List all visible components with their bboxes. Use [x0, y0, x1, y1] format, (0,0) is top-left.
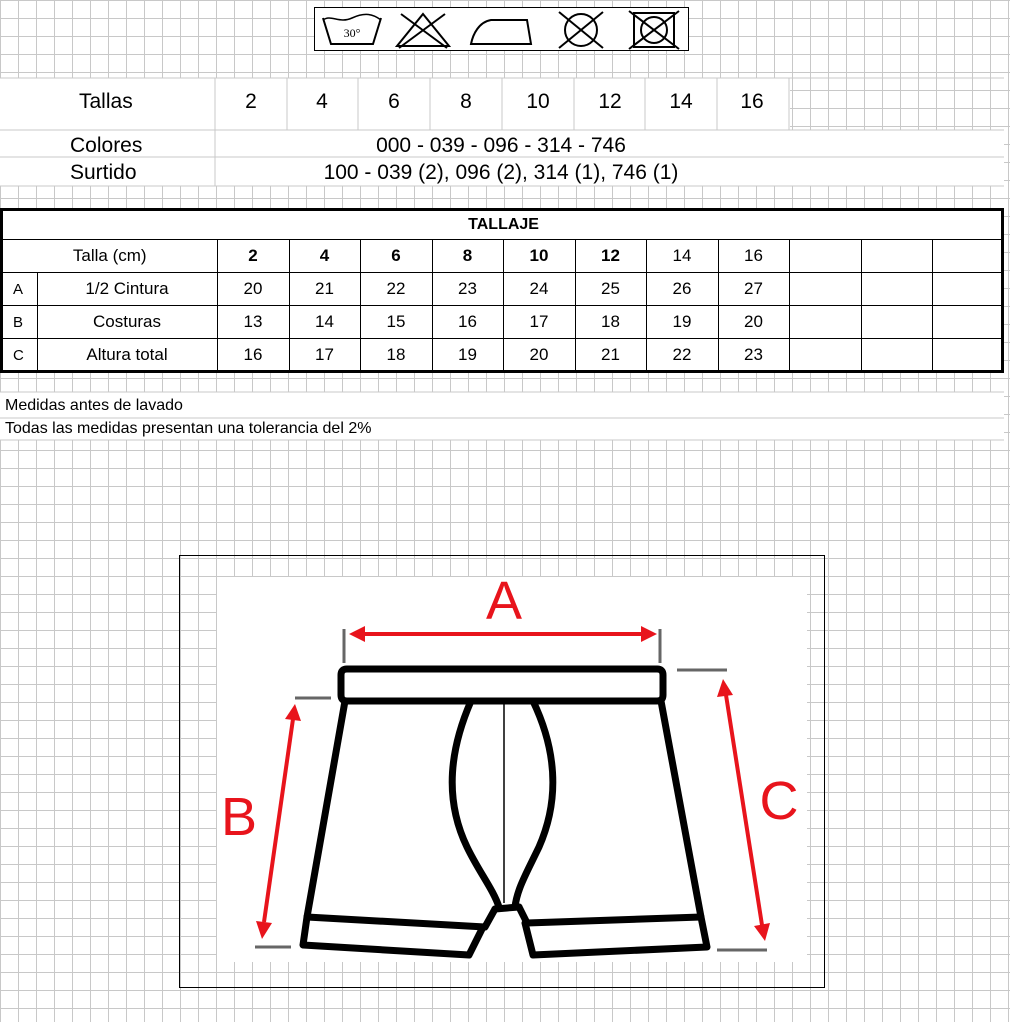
size-value: 12: [598, 90, 622, 113]
arrow-b-line: [264, 719, 293, 922]
table-cell: 23: [432, 273, 503, 306]
empty-cell: [932, 273, 1004, 306]
table-row: [3, 273, 1004, 306]
table-cell: 15: [360, 306, 432, 339]
empty-cell: [932, 339, 1004, 372]
no-tumble-dry-icon: [621, 8, 687, 52]
row-letter: C: [3, 339, 37, 372]
table-cell: 27: [718, 273, 789, 306]
table-cell: 26: [646, 273, 718, 306]
header-size: 16: [718, 240, 789, 273]
table-cell: 19: [432, 339, 503, 372]
table-cell: 17: [289, 339, 360, 372]
surtido-value: 100 - 039 (2), 096 (2), 314 (1), 746 (1): [323, 161, 679, 184]
care-symbols: [314, 7, 689, 51]
empty-cell: [861, 240, 932, 273]
table-cell: 22: [646, 339, 718, 372]
arrow-b-head-top: [285, 704, 301, 721]
table-cell: 14: [289, 306, 360, 339]
arrow-a-head-right: [641, 626, 657, 642]
arrow-c-line: [726, 695, 762, 925]
table-cell: 25: [575, 273, 646, 306]
table-cell: 20: [217, 273, 289, 306]
header-size: 14: [646, 240, 718, 273]
colores-value: 000 - 039 - 096 - 314 - 746: [376, 134, 626, 157]
table-cell: 16: [432, 306, 503, 339]
size-value: 16: [740, 90, 764, 113]
empty-cell: [789, 240, 861, 273]
wash-30-icon: [317, 8, 387, 52]
boxer-measurement-diagram: [217, 577, 807, 962]
size-value: 4: [316, 90, 328, 113]
empty-cell: [789, 339, 861, 372]
colores-label: Colores: [70, 134, 143, 157]
header-size: 12: [575, 240, 646, 273]
header-label: Talla (cm): [3, 240, 217, 273]
pouch-left: [452, 701, 499, 907]
empty-cell: [789, 306, 861, 339]
waistband: [341, 669, 663, 701]
row-letter: A: [3, 273, 37, 306]
empty-cell: [932, 306, 1004, 339]
tallas-label: Tallas: [79, 90, 133, 113]
right-side: [661, 701, 701, 917]
row-name: 1/2 Cintura: [37, 273, 217, 306]
row-name: Costuras: [37, 306, 217, 339]
tallaje-table: [0, 208, 1004, 373]
no-bleach-icon: [389, 8, 457, 52]
boxer-outline: [303, 669, 707, 955]
table-cell: 24: [503, 273, 575, 306]
table-cell: 22: [360, 273, 432, 306]
left-side: [307, 701, 345, 917]
empty-cell: [861, 273, 932, 306]
left-leg-opening: [307, 909, 495, 927]
table-cell: 21: [575, 339, 646, 372]
empty-cell: [932, 240, 1004, 273]
size-value: 8: [460, 90, 472, 113]
table-cell: 20: [718, 306, 789, 339]
table-cell: 21: [289, 273, 360, 306]
header-size: 2: [217, 240, 289, 273]
label-c: C: [759, 771, 799, 831]
label-b: B: [220, 787, 258, 847]
table-cell: 20: [503, 339, 575, 372]
table-cell: 17: [503, 306, 575, 339]
note-tolerance: Todas las medidas presentan una tolerancia del 2%: [5, 420, 372, 437]
table-cell: 18: [360, 339, 432, 372]
row-name: Altura total: [37, 339, 217, 372]
empty-cell: [861, 306, 932, 339]
arrow-a-head-left: [349, 626, 365, 642]
right-leg-opening: [519, 907, 701, 923]
pouch-right: [515, 701, 553, 907]
size-value: 6: [388, 90, 400, 113]
row-letter: B: [3, 306, 37, 339]
size-value: 2: [245, 90, 257, 113]
table-cell: 16: [217, 339, 289, 372]
iron-icon: [465, 8, 537, 52]
table-row: [3, 306, 1004, 339]
table-cell: 19: [646, 306, 718, 339]
arrow-b-head-bottom: [256, 921, 272, 939]
crotch: [495, 907, 519, 909]
table-cell: 23: [718, 339, 789, 372]
no-dry-clean-icon: [547, 8, 615, 52]
table-row: [3, 339, 1004, 372]
label-a: A: [485, 577, 523, 631]
header-size: 8: [432, 240, 503, 273]
header-size: 6: [360, 240, 432, 273]
table-cell: 13: [217, 306, 289, 339]
header-size: 10: [503, 240, 575, 273]
header-size: 4: [289, 240, 360, 273]
arrow-c-head-bottom: [754, 923, 770, 941]
svg-text:30°: 30°: [343, 26, 361, 40]
arrow-c-head-top: [717, 679, 733, 697]
size-value: 14: [669, 90, 693, 113]
table-title: TALLAJE: [3, 211, 1004, 240]
surtido-label: Surtido: [70, 161, 137, 184]
empty-cell: [789, 273, 861, 306]
empty-cell: [861, 339, 932, 372]
size-value: 10: [526, 90, 550, 113]
table-cell: 18: [575, 306, 646, 339]
note-before-wash: Medidas antes de lavado: [5, 397, 183, 414]
